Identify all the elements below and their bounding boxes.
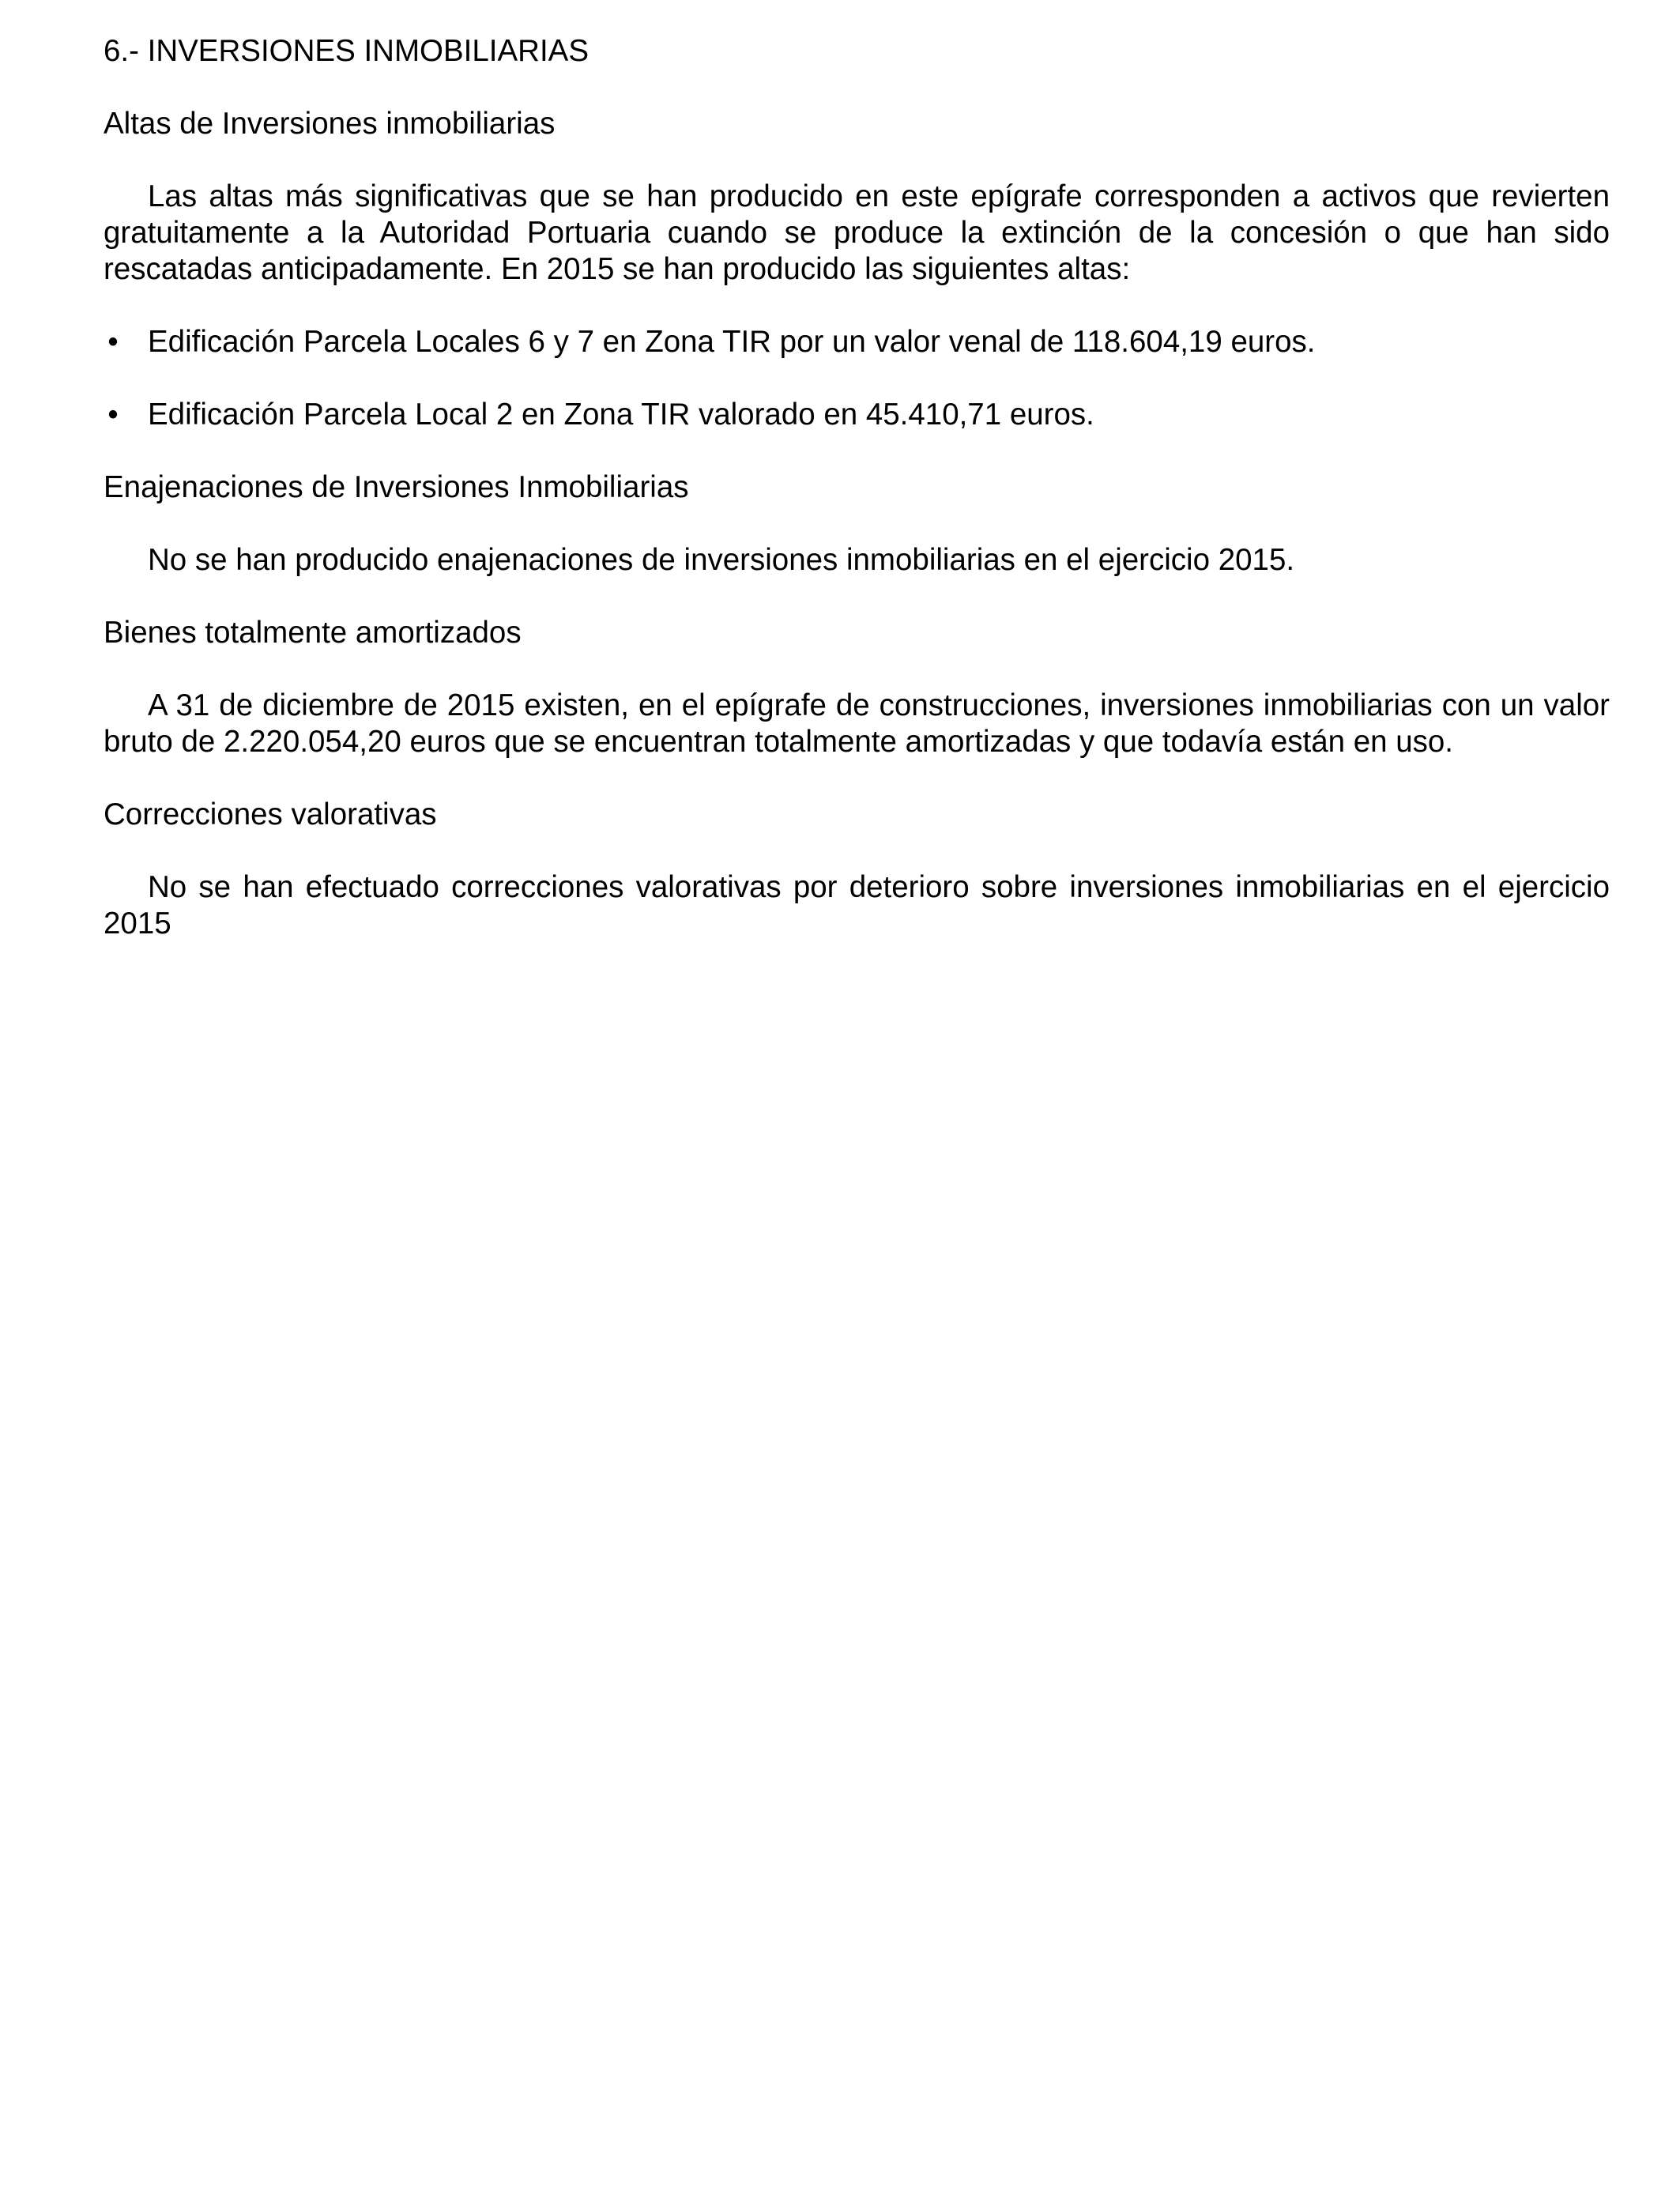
altas-paragraph: Las altas más significativas que se han producido en este epígrafe corresponden a activos que revierten gratuitamente a la Autoridad Portuaria cuando se produce la extinción de la concesión o que han sido rescatadas anticipadamente. En 2015 se han producido las siguientes altas: [104,179,1610,286]
bienes-paragraph: A 31 de diciembre de 2015 existen, en el epígrafe de construcciones, inversiones inmobiliarias con un valor bruto de 2.220.054,20 euros que se encuentran totalmente amortizadas y que todavía están en uso. [104,688,1610,759]
enajenaciones-heading: Enajenaciones de Inversiones Inmobiliarias [104,470,689,504]
bullet-icon: • [107,398,119,432]
altas-heading: Altas de Inversiones inmobiliarias [104,107,556,141]
bienes-heading: Bienes totalmente amortizados [104,616,522,650]
list-item-text: Edificación Parcela Locales 6 y 7 en Zona TIR por un valor venal de 118.604,19 euros. [148,325,1316,359]
section-title: 6.- INVERSIONES INMOBILIARIAS [104,34,590,68]
altas-list [104,324,1610,433]
enajenaciones-paragraph: No se han producido enajenaciones de inversiones inmobiliarias en el ejercicio 2015. [148,543,1295,577]
list-item [104,397,1610,433]
document-page [104,33,1610,942]
correcciones-paragraph: No se han efectuado correcciones valorativas por deterioro sobre inversiones inmobiliarias en el ejercicio 2015 [104,870,1610,941]
list-item-text: Edificación Parcela Local 2 en Zona TIR valorado en 45.410,71 euros. [148,398,1094,432]
bullet-icon: • [107,325,119,359]
correcciones-heading: Correcciones valorativas [104,797,437,831]
list-item [104,324,1610,360]
